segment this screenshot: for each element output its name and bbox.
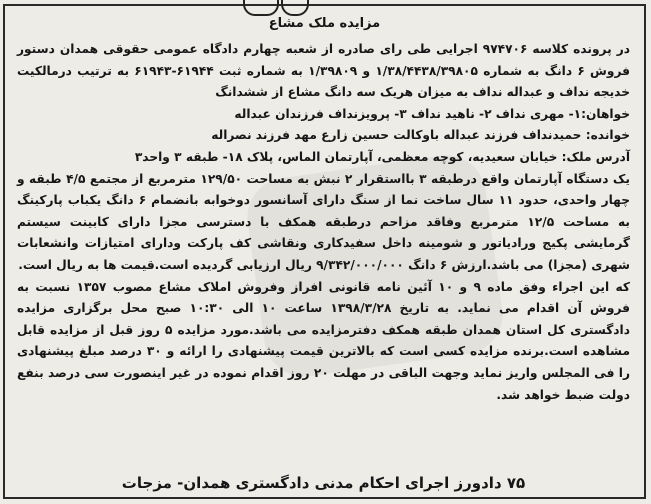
notice-body — [17, 39, 630, 406]
paragraph-property-description: یک دستگاه آپارتمان واقع درطبقه ۳ بااستقرار ۲ نبش به مساحت ۱۲۹/۵۰ مترمربع از مجتمع ۴/۵ طبقه و چهار واحدی، حدود ۱۱ سال ساخت نما از سنگ دارای آسانسور دوخوابه بانضمام ۶ دانگ یکباب پارکینگ به مساحت ۱۲/۵ مترمربع وفاقد مزاحم درطبقه همکف با دسترسی مجزا دارای کابینت سیستم گرمایشی پکیج ورادیاتور و شومینه داخل سفیدکاری ونقاشی کف پارکت ودارای امتیازات وانشعابات شهری (مجزا) می باشد.ارزش ۶ دانگ ۹/۳۴۲/۰۰۰/۰۰۰ ریال ارزیابی گردیده است.قیمت ها به ریال است. — [17, 171, 630, 272]
notice-title: مزایده ملک مشاع — [268, 16, 381, 31]
paragraph-plaintiffs: خواهان:۱- مهری نداف ۲- ناهید نداف ۳- پرویزنداف فرزندان عبداله — [234, 106, 630, 121]
notice-border — [3, 4, 646, 499]
handwritten-mark — [243, 0, 279, 16]
handwritten-mark — [281, 0, 309, 16]
notice-signature: ۷۵ دادورز اجرای احکام مدنی دادگستری همدان- مزجات — [121, 474, 526, 492]
paragraph-defendant: خوانده: حمیدنداف فرزند عبداله باوکالت حسین زارع مهد فرزند نصراله — [211, 128, 630, 143]
paragraph-auction-terms: که این اجراء وفق ماده ۹ و ۱۰ آئین نامه قانونی افراز وفروش املاک مشاع مصوب ۱۳۵۷ نسبت به فروش آن اقدام می نماید. به تاریخ ۱۳۹۸/۳/۲۸ ساعت ۱۰ الی ۱۰:۳۰ صبح محل برگزاری مزایده دادگستری کل استان همدان طبقه همکف دفترمزایده می باشد.مورد مزایده ۵ روز قبل از مزایده قابل مشاهده است.برنده مزایده کسی است که بالاترین قیمت پیشنهادی را ارائه و ۳۰ درصد مبلغ پیشنهادی را فی المجلس واریز نماید وجهت الباقی در مهلت ۲۰ روز اقدام نموده در غیر اینصورت سی درصد بنفع دولت ضبط خواهد شد. — [17, 279, 631, 402]
paragraph-case-info: در پرونده کلاسه ۹۷۴۷۰۶ اجرایی طی رای صادره از شعبه چهارم دادگاه عمومی حقوقی همدان دستور فروش ۶ دانگ به شماره ۱/۳۸/۴۴۳۸/۳۹۸۰۵ و ۱/۳۹۸۰۹ به شماره ثبت ۶۱۹۴۴-۶۱۹۴۳ به ترتیب درمالکیت خدیجه نداف و عبداله نداف به میزان هریک سه دانگ مشاع از ششدانگ — [17, 42, 631, 100]
paragraph-address: آدرس ملک: خیابان سعیدیه، کوچه معظمی، آپارتمان الماس، پلاک ۱۸- طبقه ۳ واحد۳ — [134, 149, 630, 164]
